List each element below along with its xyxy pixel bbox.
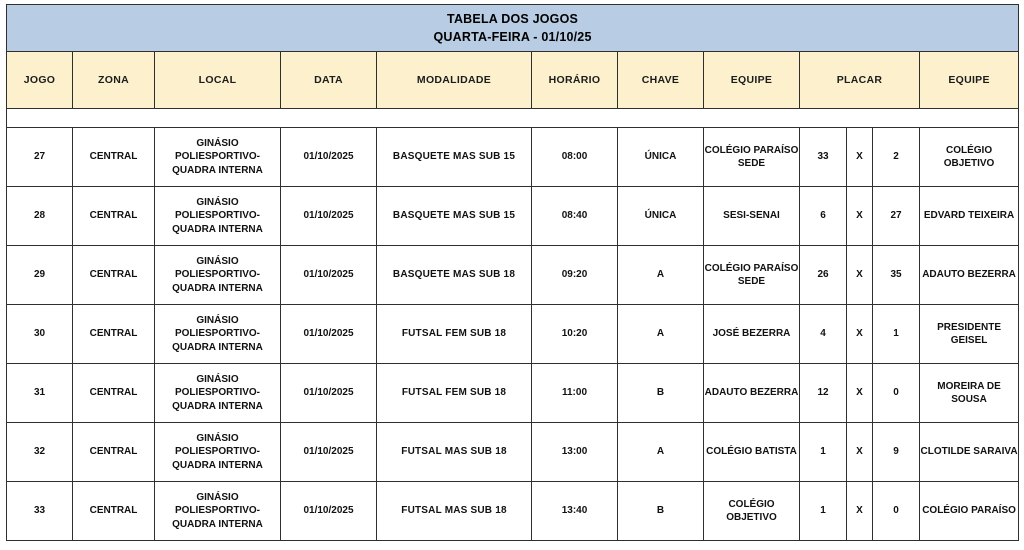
cell-placar-2: 0 <box>873 364 920 423</box>
cell-modalidade: FUTSAL FEM SUB 18 <box>377 305 532 364</box>
cell-jogo: 31 <box>7 364 73 423</box>
cell-data: 01/10/2025 <box>281 246 377 305</box>
cell-jogo: 33 <box>7 482 73 541</box>
cell-equipe-2: COLÉGIO PARAÍSO <box>920 482 1019 541</box>
cell-equipe-1: COLÉGIO PARAÍSO SEDE <box>704 246 800 305</box>
cell-equipe-2: ADAUTO BEZERRA <box>920 246 1019 305</box>
cell-data: 01/10/2025 <box>281 482 377 541</box>
cell-zona: CENTRAL <box>73 128 155 187</box>
table-row <box>7 128 1019 187</box>
cell-x-separator: X <box>847 187 873 246</box>
cell-placar-2: 35 <box>873 246 920 305</box>
cell-local: GINÁSIO POLIESPORTIVO-QUADRA INTERNA <box>155 187 281 246</box>
cell-zona: CENTRAL <box>73 364 155 423</box>
cell-data: 01/10/2025 <box>281 187 377 246</box>
table-row <box>7 187 1019 246</box>
cell-data: 01/10/2025 <box>281 128 377 187</box>
cell-x-separator: X <box>847 482 873 541</box>
cell-horario: 09:20 <box>532 246 618 305</box>
cell-placar-1: 26 <box>800 246 847 305</box>
column-header-equipe-2: EQUIPE <box>920 52 1019 109</box>
cell-chave: B <box>618 364 704 423</box>
cell-equipe-2: COLÉGIO OBJETIVO <box>920 128 1019 187</box>
cell-equipe-2: CLOTILDE SARAIVA <box>920 423 1019 482</box>
cell-equipe-1: COLÉGIO BATISTA <box>704 423 800 482</box>
cell-equipe-1: COLÉGIO OBJETIVO <box>704 482 800 541</box>
cell-chave: B <box>618 482 704 541</box>
cell-data: 01/10/2025 <box>281 423 377 482</box>
cell-horario: 13:40 <box>532 482 618 541</box>
column-header-local: LOCAL <box>155 52 281 109</box>
cell-placar-1: 4 <box>800 305 847 364</box>
table-row <box>7 482 1019 541</box>
cell-local: GINÁSIO POLIESPORTIVO-QUADRA INTERNA <box>155 128 281 187</box>
table-head <box>7 5 1019 109</box>
cell-modalidade: BASQUETE MAS SUB 18 <box>377 246 532 305</box>
cell-local: GINÁSIO POLIESPORTIVO-QUADRA INTERNA <box>155 305 281 364</box>
table-row <box>7 305 1019 364</box>
table-body <box>7 128 1019 541</box>
cell-horario: 08:00 <box>532 128 618 187</box>
cell-chave: A <box>618 423 704 482</box>
cell-jogo: 30 <box>7 305 73 364</box>
cell-equipe-1: COLÉGIO PARAÍSO SEDE <box>704 128 800 187</box>
cell-placar-1: 1 <box>800 423 847 482</box>
cell-local: GINÁSIO POLIESPORTIVO-QUADRA INTERNA <box>155 364 281 423</box>
cell-chave: A <box>618 246 704 305</box>
table-row <box>7 364 1019 423</box>
cell-horario: 11:00 <box>532 364 618 423</box>
games-table-sheet <box>0 4 1024 550</box>
cell-placar-2: 0 <box>873 482 920 541</box>
games-table <box>6 4 1019 541</box>
cell-horario: 10:20 <box>532 305 618 364</box>
cell-equipe-2: MOREIRA DE SOUSA <box>920 364 1019 423</box>
document-title <box>7 5 1019 52</box>
cell-zona: CENTRAL <box>73 482 155 541</box>
cell-equipe-1: ADAUTO BEZERRA <box>704 364 800 423</box>
column-header-chave: CHAVE <box>618 52 704 109</box>
table-row <box>7 246 1019 305</box>
cell-modalidade: FUTSAL FEM SUB 18 <box>377 364 532 423</box>
cell-chave: A <box>618 305 704 364</box>
column-header-placar: PLACAR <box>800 52 920 109</box>
cell-horario: 08:40 <box>532 187 618 246</box>
cell-placar-2: 1 <box>873 305 920 364</box>
cell-zona: CENTRAL <box>73 187 155 246</box>
cell-x-separator: X <box>847 128 873 187</box>
cell-placar-1: 33 <box>800 128 847 187</box>
cell-x-separator: X <box>847 423 873 482</box>
cell-equipe-2: PRESIDENTE GEISEL <box>920 305 1019 364</box>
cell-data: 01/10/2025 <box>281 364 377 423</box>
table-row <box>7 423 1019 482</box>
cell-local: GINÁSIO POLIESPORTIVO-QUADRA INTERNA <box>155 423 281 482</box>
cell-placar-2: 27 <box>873 187 920 246</box>
cell-placar-2: 2 <box>873 128 920 187</box>
column-header-zona: ZONA <box>73 52 155 109</box>
cell-modalidade: BASQUETE MAS SUB 15 <box>377 187 532 246</box>
cell-jogo: 28 <box>7 187 73 246</box>
title-row <box>7 5 1019 52</box>
title-line-2: QUARTA-FEIRA - 01/10/25 <box>433 30 592 44</box>
cell-horario: 13:00 <box>532 423 618 482</box>
cell-x-separator: X <box>847 246 873 305</box>
column-header-row <box>7 52 1019 109</box>
column-header-horario: HORÁRIO <box>532 52 618 109</box>
cell-modalidade: BASQUETE MAS SUB 15 <box>377 128 532 187</box>
cell-chave: ÚNICA <box>618 187 704 246</box>
cell-equipe-1: JOSÉ BEZERRA <box>704 305 800 364</box>
cell-local: GINÁSIO POLIESPORTIVO-QUADRA INTERNA <box>155 482 281 541</box>
spacer-band <box>7 109 1019 128</box>
cell-equipe-2: EDVARD TEIXEIRA <box>920 187 1019 246</box>
cell-x-separator: X <box>847 364 873 423</box>
cell-zona: CENTRAL <box>73 246 155 305</box>
cell-x-separator: X <box>847 305 873 364</box>
spacer-row <box>7 109 1019 128</box>
cell-placar-1: 12 <box>800 364 847 423</box>
cell-jogo: 32 <box>7 423 73 482</box>
column-header-modalidade: MODALIDADE <box>377 52 532 109</box>
cell-modalidade: FUTSAL MAS SUB 18 <box>377 482 532 541</box>
cell-placar-1: 1 <box>800 482 847 541</box>
cell-jogo: 27 <box>7 128 73 187</box>
cell-modalidade: FUTSAL MAS SUB 18 <box>377 423 532 482</box>
cell-placar-1: 6 <box>800 187 847 246</box>
cell-zona: CENTRAL <box>73 423 155 482</box>
cell-data: 01/10/2025 <box>281 305 377 364</box>
cell-placar-2: 9 <box>873 423 920 482</box>
column-header-data: DATA <box>281 52 377 109</box>
cell-chave: ÚNICA <box>618 128 704 187</box>
spacer-cell <box>7 109 1019 128</box>
cell-equipe-1: SESI-SENAI <box>704 187 800 246</box>
cell-zona: CENTRAL <box>73 305 155 364</box>
cell-jogo: 29 <box>7 246 73 305</box>
title-line-1: TABELA DOS JOGOS <box>447 11 579 26</box>
cell-local: GINÁSIO POLIESPORTIVO-QUADRA INTERNA <box>155 246 281 305</box>
column-header-jogo: JOGO <box>7 52 73 109</box>
column-header-equipe-1: EQUIPE <box>704 52 800 109</box>
